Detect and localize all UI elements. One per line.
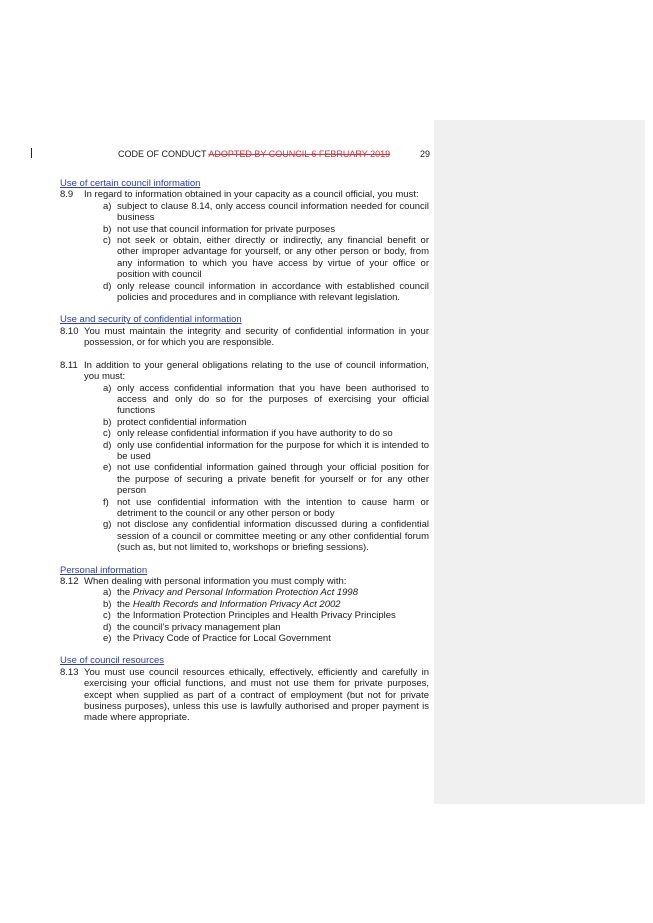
section-heading: Use of council resources <box>60 655 165 667</box>
list-item <box>103 383 429 417</box>
list-text: the Privacy Code of Practice for Local Government <box>117 633 331 645</box>
list-item <box>103 587 429 598</box>
clause-8-11 <box>60 360 429 383</box>
header-title: CODE OF CONDUCT <box>118 149 207 159</box>
comment-pane <box>434 120 645 804</box>
clause-text: You must maintain the integrity and security of confidential information in your possession, or for which you are responsible. <box>84 325 429 349</box>
list-label: b) <box>103 598 112 610</box>
list-item <box>103 622 429 633</box>
list-text: not seek or obtain, either directly or indirectly, any financial benefit or other improper advantage for yourself, or any other person or body, from any information to which you have access by virtue of your office or position with council <box>117 235 429 281</box>
list-text: not use confidential information gained through your official position for the purpose of securing a private benefit for yourself or for any other person <box>117 462 429 497</box>
clause-text: When dealing with personal information you must comply with: <box>84 576 347 587</box>
list-label: c) <box>103 610 111 622</box>
act-title: Privacy and Personal Information Protection Act 1998 <box>132 587 358 599</box>
clause-8-12 <box>60 576 429 587</box>
list-label: c) <box>103 428 111 440</box>
list-item <box>103 519 429 553</box>
clause-8-10 <box>60 326 429 349</box>
list-item <box>103 201 429 224</box>
list-text: only release confidential information if you have authority to do so <box>117 428 393 440</box>
list-text: the Information Protection Principles and Health Privacy Principles <box>117 610 396 622</box>
list-item <box>103 440 429 463</box>
list-text: not use confidential information with the intention to cause harm or detriment to the council or any other person or body <box>117 496 429 519</box>
clause-8-9-list <box>103 201 429 304</box>
list-item <box>103 599 429 610</box>
section-heading: Personal information <box>60 564 148 576</box>
list-text-prefix: the <box>117 587 133 599</box>
list-item <box>103 417 429 428</box>
clause-number: 8.12 <box>60 576 79 587</box>
change-bar <box>31 148 32 158</box>
clause-8-12-list <box>103 587 429 644</box>
list-item <box>103 235 429 281</box>
clause-8-11-list <box>103 383 429 554</box>
list-item <box>103 610 429 621</box>
list-label: b) <box>103 416 112 428</box>
list-label: d) <box>103 621 112 633</box>
clause-text: In addition to your general obligations relating to the use of council information, you must: <box>84 359 429 383</box>
section-heading: Use and security of confidential information <box>60 314 242 326</box>
list-text: not disclose any confidential information discussed during a confidential session of a council or committee meeting or any other confidential forum (such as, but not limited to, workshops or briefing sessions). <box>117 519 429 554</box>
list-label: a) <box>103 587 112 599</box>
list-label: a) <box>103 200 112 212</box>
clause-text: You must use council resources ethically, effectively, efficiently and carefully in exercising your official functions, and must not use them for private purposes, except when supplied as part of a contract of employment (but not for private business purposes), unless this use is lawfully authorised and proper payment is made where appropriate. <box>84 666 429 724</box>
list-item <box>103 462 429 496</box>
clause-number: 8.13 <box>60 666 79 678</box>
list-text: the council’s privacy management plan <box>117 621 281 633</box>
act-title: Health Records and Information Privacy Act 2002 <box>132 598 341 610</box>
list-label: d) <box>103 280 112 292</box>
list-item <box>103 633 429 644</box>
section-heading: Use of certain council information <box>60 178 201 189</box>
page-header <box>118 148 430 160</box>
list-text: only release council information in accordance with established council policies and procedures and in compliance with relevant legislation. <box>117 280 429 304</box>
list-item <box>103 281 429 304</box>
list-text: protect confidential information <box>117 416 247 428</box>
list-text: not use that council information for private purposes <box>117 223 336 235</box>
document-body <box>60 178 429 724</box>
list-text-prefix: the <box>117 598 133 610</box>
list-label: d) <box>103 439 112 451</box>
list-text: only use confidential information for the purpose for which it is intended to be used <box>117 439 429 462</box>
list-label: a) <box>103 382 112 394</box>
clause-8-13 <box>60 667 429 724</box>
list-text: only access confidential information that you have been authorised to access and only do so for the purposes of exercising your official functions <box>117 382 429 417</box>
list-label: e) <box>103 633 112 645</box>
list-text: subject to clause 8.14, only access council information needed for council business <box>117 200 429 224</box>
list-label: c) <box>103 235 111 247</box>
list-label: f) <box>103 496 109 508</box>
page-number: 29 <box>419 149 430 159</box>
list-item <box>103 428 429 439</box>
clause-number: 8.9 <box>60 189 74 201</box>
list-item <box>103 497 429 520</box>
clause-8-9 <box>60 189 429 200</box>
header-deleted-text: ADOPTED BY COUNCIL 6 FEBRUARY 2019 <box>208 149 391 159</box>
clause-number: 8.11 <box>60 359 78 371</box>
clause-number: 8.10 <box>60 325 79 337</box>
clause-text: In regard to information obtained in your capacity as a council official, you must: <box>84 189 419 201</box>
list-item <box>103 224 429 235</box>
list-label: b) <box>103 223 112 235</box>
list-label: g) <box>103 519 112 531</box>
list-label: e) <box>103 462 112 474</box>
